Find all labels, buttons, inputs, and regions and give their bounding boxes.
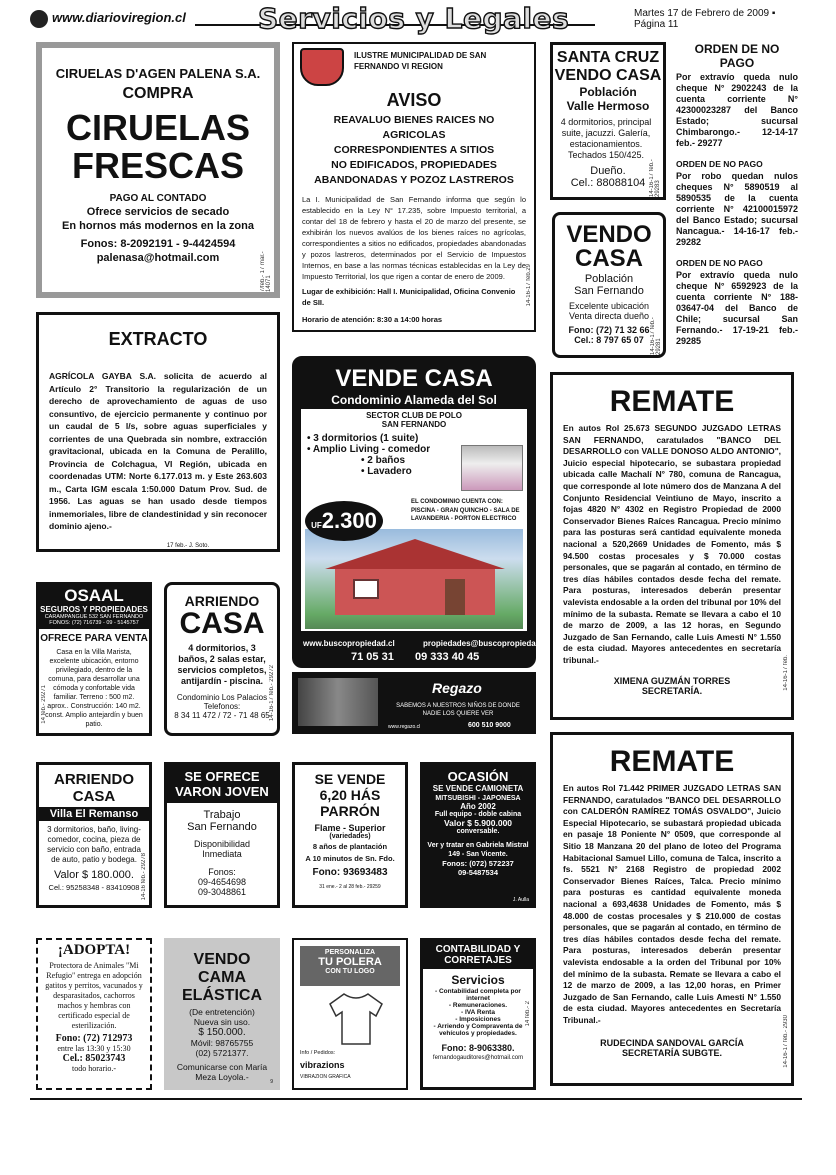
ocasion-code: J. Aulla <box>512 897 529 903</box>
section-title: Servicios y Legales <box>258 2 570 35</box>
varon-n1: 09-4654698 <box>197 877 247 887</box>
adopta-body: Protectora de Animales "Mi Refugio" entrega en adopción gatitos y perritos, vacunados y desparasitados, cachorros machos y hembras con certificado especial de esterilización. <box>45 961 143 1030</box>
osaal-addr: CARAMPANGUE 532 SAN FERNANDO <box>44 614 144 620</box>
arriendocasa1-t2: CASA <box>179 607 265 640</box>
adopta-todo: todo horario.- <box>72 1064 116 1073</box>
parron-l4: A 10 minutos de Sn. Fdo. <box>305 854 395 863</box>
cama-l1: (De entretención) <box>189 1007 255 1017</box>
regazo-phone: 600 510 9000 <box>468 722 511 729</box>
contab-t1: CONTABILIDAD Y <box>435 944 521 955</box>
contab-i1: - Contabilidad completa por internet <box>435 988 521 1002</box>
masthead <box>30 2 808 35</box>
ciruelas-code: 7/feb.- 17 mar.- 14071 <box>260 251 272 292</box>
tshirt-icon <box>326 992 386 1046</box>
ocasion-t10: 09-5487534 <box>457 868 499 877</box>
vendecasa-sub: Condominio Alameda del Sol <box>331 393 497 407</box>
remate1-body: En autos Rol 25.673 SEGUNDO JUZGADO LETRAS SAN FERNANDO, caratulados "BANCO DEL DESARROLLO con VALLE DONOSO ALDO ANTONIO", Juicio especial hipotecario, se subastara propiedad ubicada calle Machalí N° 780, comuna de Rancagua, que corresponde al lote número dos de Manzana A del Conjunto Residencial Veintiuno de Mayo, inscrito a fojas 4820 N° 4302 en Registro Propiedad de 2000 Conservador Bienes Raíces Rancagua. Precio mínimo para las posturas será cantidad equivalente moneda nacional a 520,2669 Unidades de Fomento, más $ 94.500 costas procesales y $ 70.000 costas personales, que se pagarán al contado, en término de tres días hábiles contados desde fecha del remate. Para posturas, interesados deberán presentar valevista endosable a la orden del tribunal por 10% del mínimo de la subasta. Remate se llevara a cabo el 10 de marzo de 2009, a las 12 horas, en Segundo Juzgado de San Fernando, calle Luis Amesti N° 1.550 de esta ciudad. Mayores antecedentes en secretaría tribunal.- <box>563 423 781 665</box>
varon-t2: VARON JOVEN <box>175 784 269 799</box>
orden1-title: ORDEN DE NO PAGO <box>694 42 780 70</box>
osaal-offer: OFRECE PARA VENTA <box>40 633 148 644</box>
ciruelas-fonos: Fonos: 8-2092191 - 9-4424594 <box>80 238 236 250</box>
house-door <box>445 579 465 615</box>
contab-fono: Fono: 8-9063380. <box>441 1043 515 1053</box>
santacruz-ad <box>550 42 666 200</box>
remate1-title: REMATE <box>609 385 735 418</box>
logo-icon <box>30 10 48 28</box>
vendecasa-s2: SAN FERNANDO <box>381 420 447 429</box>
adopta-title: ¡ADOPTA! <box>57 942 131 958</box>
cama-l2: Nueva sin uso. <box>193 1017 251 1027</box>
cama-movil: Móvil: 98765755 <box>190 1038 254 1048</box>
varon-t1: SE OFRECE <box>184 769 260 784</box>
aviso-ad <box>292 42 536 332</box>
ciruelas-line3: En hornos más modernos en la zona <box>62 220 254 232</box>
contab-i2: - Remuneraciones. <box>448 1002 508 1009</box>
house-window <box>353 579 379 599</box>
remate2-sign2: SECRETARÍA SUBGTE. <box>621 1048 722 1059</box>
santacruz-p2: Valle Hermoso <box>566 99 650 113</box>
contab-mail[interactable]: fernandogauditores@hotmail.com <box>432 1055 524 1061</box>
polera-info: Info / Pedidos: <box>300 1050 336 1056</box>
remate2-body: En autos Rol 71.442 PRIMER JUZGADO LETRAS SAN FERNANDO, caratulados "BANCO DEL DESARROLLO con CALDERÓN RAMÍREZ TOMÁS OSVALDO", Juicio Especial Hipotecario, se subastará propiedad ubicada en pasaje 18 Poniente N° 0509, que corresponde al Sitio 18 Manzana 20 del plano de loteo del Programa Habitacional Samuel Lillo, comuna de Talca, inscrito a fs. 5521 N° 2168 Registro de propiedad 2002 Conservador Bienes Raíces, Talca. Precio mínimo para posturas es cantidad equivalente moneda nacional a 693,4638 Unidades de Fomento, más $ 48.000 de costas procesales y $ 210.000 de costas personales, que se pagarán al contado, en término de tres días hábiles contados desde fecha del remate. Para posturas, interesados deberán presentar valevista endosable a la orden del Tribunal por 10% del mínimo de la subasta. Remate se llevara a cabo el 12 de marzo de 2009, a las 12,00 horas, en Primer Juzgado de San Fernando, calle Luis Amesti N° 1.550 de esta ciudad. Mayores antecedentes en Secretaría Tribunal.- <box>563 783 781 1025</box>
arriendocasa2-ad <box>36 762 152 908</box>
aviso-horario: Horario de atención: 8:30 a 14:00 horas <box>302 315 443 324</box>
ocasion-t4: Año 2002 <box>460 802 496 811</box>
parron-l1: Flame - Superior <box>314 823 386 833</box>
ciruelas-compra: COMPRA <box>122 85 194 102</box>
vendocasa-t1: VENDO <box>566 221 652 248</box>
vendecasa-white-panel <box>301 409 527 631</box>
vendocasa-fono: Fono: (72) 71 32 66 <box>568 325 650 335</box>
contab-i4: - Imposiciones <box>455 1016 501 1023</box>
contab-header <box>423 941 533 969</box>
parron-code: 31 ene.- 2 al 28 feb.- 29259 <box>319 884 381 890</box>
parron-t1: SE VENDE <box>314 771 386 787</box>
orden1-body: Por extravío queda nulo cheque N° 2902243 de la cuenta corriente N° 42300023287 del Banco Estado; sucursal Chimbarongo.- 12-14-17 feb.- 29277 <box>676 72 798 148</box>
osaal-fonos: FONOS: (72) 716739 - 09 - 5145757 <box>49 620 139 626</box>
vendecasa-ad <box>292 356 550 668</box>
arriendocasa1-desc: 4 dormitorios, 3 baños, 2 salas estar, servicios completos, antijardín - piscina. <box>177 643 267 686</box>
contab-ad <box>420 938 536 1090</box>
adopta-ad <box>36 938 152 1090</box>
remate2-ad <box>550 732 794 1086</box>
remate1-sign2: SECRETARÍA. <box>641 686 703 697</box>
santacruz-code: 14-16-17 feb.- 29283 <box>649 159 661 197</box>
ocasion-t9: Fonos: (072) 572237 <box>442 859 514 868</box>
parron-l2: (variedades) <box>329 833 371 840</box>
page-number: Página 11 <box>634 19 679 30</box>
orden2-title: ORDEN DE NO PAGO <box>676 159 763 169</box>
ciruelas-big1: CIRUELAS <box>65 107 250 148</box>
remate2-title: REMATE <box>609 745 735 778</box>
cama-l3: Comunicarse con María Meza Loyola.- <box>176 1062 268 1082</box>
santacruz-cel: Cel.: 88088104 <box>570 177 646 189</box>
santacruz-p1: Población <box>579 85 637 99</box>
remate1-code: 14-16-17 feb. <box>783 655 789 691</box>
kitchen-photo <box>461 445 523 491</box>
header-date: Martes 17 de Febrero de 2009 ▪ Página 11 <box>634 8 776 30</box>
aviso-body: La I. Municipalidad de San Fernando informa que según lo establecido en la Ley N° 17.235, sobre Impuesto territorial, a contar del 18 de febrero y hasta el 20 de marzo del presente, se exhibirán los nuevos avalúos de los bienes raíces no agrícolas, correspondientes a sitios no edificados, propiedades abandonadas y pozos lastreros, determinados por el Servicio de Impuestos Internos, en base a las normas técnicas establecidas en la Ley de Impuesto Territorial, los que rigen a contar de enero de 2009. <box>302 195 526 281</box>
vendecasa-amen: PISCINA - GRAN QUINCHO - SALA DE LAVANDERIA - PORTON ELECTRICO <box>411 508 520 522</box>
varon-l2: San Fernando <box>187 821 257 833</box>
bottom-rule <box>30 1098 802 1100</box>
arriendocasa2-t1: ARRIENDO <box>53 771 134 788</box>
santacruz-t1: SANTA CRUZ <box>556 49 660 66</box>
ocasion-t1: OCASIÓN <box>447 769 509 784</box>
parron-t2: 6,20 HÁS <box>319 787 381 803</box>
osaal-body: Casa en la Villa Marista, excelente ubicación, entorno privilegiado, dentro de la comuna, para desarrollar una cómoda y confortable vida familiar. Terreno : 500 m2. aprox.. Construcción: 140 m2. const. Amplio antejardín y buen patio. <box>45 649 143 728</box>
arriendocasa2-desc: 3 dormitorios, baño, living-comedor, cocina, pieza de servicio con baño, entrada de auto, patio y bodega. <box>47 825 141 864</box>
varon-ad <box>164 762 280 908</box>
polera-t3: CON TU LOGO <box>325 968 375 975</box>
cama-ad <box>164 938 280 1090</box>
orden3-title: ORDEN DE NO PAGO <box>676 258 763 268</box>
santacruz-dueno: Dueño. <box>590 165 626 177</box>
ciruelas-company: CIRUELAS D'AGEN PALENA S.A. <box>55 66 261 81</box>
ocasion-t7: conversable. <box>456 828 500 835</box>
aviso-muni: ILUSTRE MUNICIPALIDAD DE SAN FERNANDO VI REGION <box>354 51 487 71</box>
vendocasa-t2: CASA <box>574 245 643 272</box>
vendocasa-l1: Excelente ubicación <box>568 301 650 311</box>
remate2-sign1: RUDECINDA SANDOVAL GARCÍA <box>600 1038 744 1049</box>
parron-ad <box>292 762 408 908</box>
vendecasa-b1: • 3 dormitorios (1 suite) <box>307 433 419 444</box>
vendecasa-tel2: 09 333 40 45 <box>415 651 480 663</box>
ocasion-ad <box>420 762 536 908</box>
vendecasa-s1: SECTOR CLUB DE POLO <box>366 411 462 420</box>
regazo-brand: Regazo <box>432 680 482 696</box>
varon-l4: Inmediata <box>202 849 242 859</box>
osaal-code: 14 feb.- 29271 <box>41 685 47 724</box>
site-url[interactable]: www.diarioviregion.cl <box>52 10 186 25</box>
arriendocasa2-valor: Valor $ 180.000. <box>54 869 134 881</box>
vendocasa-l2: Venta directa dueño <box>568 311 650 321</box>
parron-l3: 8 años de plantación <box>312 842 388 851</box>
ocasion-t3: MITSUBISHI - JAPONESA <box>435 795 521 802</box>
polera-t1: PERSONALIZA <box>324 949 376 956</box>
ocasion-t2: SE VENDE CAMIONETA <box>432 784 524 793</box>
varon-n2: 09-3048861 <box>197 887 247 897</box>
adopta-fono: Fono: (72) 712973 <box>55 1033 133 1044</box>
aviso-h4: ABANDONADAS Y POZOZ LASTREROS <box>314 174 514 186</box>
remate1-sign1: XIMENA GUZMÁN TORRES <box>613 676 731 687</box>
ciruelas-ad <box>36 42 280 298</box>
extracto-ad <box>36 312 280 552</box>
date-text: Martes 17 de Febrero de 2009 <box>634 8 770 19</box>
contab-i3: - IVA Renta <box>461 1009 495 1016</box>
arriendocasa2-villa: Villa El Remanso <box>39 807 149 821</box>
ciruelas-line1: PAGO AL CONTADO <box>109 193 207 204</box>
regazo-web[interactable]: www.regazo.cl <box>388 724 421 730</box>
house-roof <box>325 539 505 569</box>
municipal-crest-icon <box>300 48 344 86</box>
vendecasa-tel1: 71 05 31 <box>351 651 394 663</box>
adopta-cel: Cel.: 85023743 <box>62 1053 126 1064</box>
ciruelas-line2: Ofrece servicios de secado <box>86 206 230 218</box>
osaal-sub: SEGUROS Y PROPIEDADES <box>40 605 148 614</box>
aviso-h1: REAVALUO BIENES RAICES NO AGRICOLAS <box>333 114 495 141</box>
tshirt-svg <box>326 992 386 1046</box>
adopta-hours: entre las 13:30 y 15:30 <box>57 1044 131 1053</box>
polera-t2: TU POLERA <box>318 956 382 968</box>
arriendocasa1-ad <box>164 582 280 736</box>
remate2-code: 14-16-17 feb.- 2930 <box>783 1015 789 1068</box>
vendocasa-code: 14-16-17 feb.- 29281 <box>650 317 662 355</box>
santacruz-desc: 4 dormitorios, principal suite, jacuzzi. Galería, estacionamientos. Techados 150/425. <box>560 117 652 160</box>
vendecasa-b4: • Lavadero <box>361 466 412 477</box>
vendecasa-b3: • 2 baños <box>361 455 406 466</box>
aviso-h3: NO EDIFICADOS, PROPIEDADES <box>331 159 497 171</box>
aviso-title: AVISO <box>386 90 442 110</box>
contab-serv: Servicios <box>451 973 505 987</box>
arriendocasa1-cond: Condominio Los Palacios <box>176 693 268 702</box>
varon-fonos: Fonos: <box>208 867 236 877</box>
ocasion-t5: Full equipo - doble cabina <box>434 811 522 818</box>
arriendocasa2-t2: CASA <box>72 788 116 805</box>
varon-l3: Disponibilidad <box>193 839 251 849</box>
parron-fono: Fono: 93693483 <box>312 867 388 878</box>
extracto-title: EXTRACTO <box>108 329 208 349</box>
arriendocasa1-tel: Telefonos: <box>203 702 241 711</box>
polera-brand: vibrazions <box>300 1060 345 1070</box>
santacruz-t2: VENDO CASA <box>554 67 662 84</box>
vendecasa-b2: • Amplio Living - comedor <box>307 444 431 455</box>
arriendocasa2-cel: Cel.: 95258348 - 83410908 <box>48 883 140 892</box>
remate1-ad <box>550 372 794 720</box>
extracto-foot: 17 feb.- J. Soto. <box>166 542 210 549</box>
arriendocasa1-nums: 8 34 11 472 / 72 - 71 48 65 <box>174 711 270 720</box>
vendecasa-mail[interactable]: propiedades@buscopropiedad.cl <box>423 639 550 648</box>
ocasion-t6: Valor $ 5.900.000 <box>443 818 513 828</box>
regazo-tag: SABEMOS A NUESTROS NIÑOS DE DONDE NADIE LOS QUIERE VER <box>396 703 520 717</box>
cama-code: 9 <box>270 1079 273 1085</box>
varon-l1: Trabajo <box>203 809 241 821</box>
cama-t3: ELÁSTICA <box>182 987 262 1004</box>
varon-header <box>167 765 277 803</box>
house-photo <box>305 529 523 629</box>
vendocasa-p1: Población <box>584 273 634 285</box>
regazo-ad <box>292 672 536 734</box>
ciruelas-email: palenasa@hotmail.com <box>96 252 220 264</box>
child-photo <box>298 678 378 726</box>
vendocasa-cel: Cel.: 8 797 65 07 <box>574 335 644 345</box>
aviso-code: 14-16-17 feb.29 <box>526 264 532 307</box>
cama-t1: VENDO <box>193 951 251 968</box>
ocasion-t8: Ver y tratar en Gabriela Mistral 149 - San Vicente. <box>427 842 529 858</box>
arriendocasa2-code: 14-16 feb.- 29278 <box>141 853 147 901</box>
orden2-body: Por robo quedan nulos cheques N° 5890519 al 5890535 de la cuenta corriente N° 42100015972 del Banco Estado; sucursal Nancagua.- 14-16-17 feb.- 29282 <box>676 171 798 247</box>
aviso-lugar: Lugar de exhibición: Hall I. Municipalidad, Oficina Convenio de SII. <box>302 287 516 307</box>
vendocasa-p2: San Fernando <box>574 285 644 297</box>
parron-t3: PARRÓN <box>320 803 380 819</box>
ordenes-column <box>676 42 798 347</box>
cama-fijo: (02) 5721377. <box>195 1048 249 1058</box>
osaal-header <box>39 585 149 629</box>
cama-price: $ 150.000. <box>198 1027 246 1038</box>
aviso-h2: CORRESPONDIENTES A SITIOS <box>333 144 495 156</box>
vendecasa-title: VENDE CASA <box>335 365 493 392</box>
cama-t2: CAMA <box>198 969 246 986</box>
polera-banner <box>300 946 400 986</box>
polera-ad <box>292 938 408 1090</box>
ciruelas-big2: FRESCAS <box>71 145 245 186</box>
orden3-body: Por extravío queda nulo cheque N° 6592923 de la cuenta corriente N° 188-03647-04 del Banco de Chile; sucursal San Fernando.- 17-19-21 feb.- 29285 <box>676 270 798 346</box>
arriendocasa1-code: 14-16-17 feb.- 29272 <box>269 665 275 722</box>
polera-foot: VIBRAZION GRAFICA <box>300 1074 351 1080</box>
contab-i5: - Arriendo y Compraventa de vehículos y propiedades. <box>433 1023 523 1037</box>
price-uf: UF <box>311 521 322 530</box>
vendecasa-cond: EL CONDOMINIO CUENTA CON: <box>411 499 503 505</box>
price-burst <box>305 501 383 541</box>
vendecasa-web[interactable]: www.buscopropiedad.cl <box>303 639 395 648</box>
vendocasa-ad <box>552 212 666 358</box>
arriendocasa1-t1: ARRIENDO <box>184 593 260 609</box>
extracto-body: AGRÍCOLA GAYBA S.A. solicita de acuerdo al Artículo 2° Transitorio la regularización de un derecho de aprovechamiento de aguas de uso consuntivo, de ejercicio permanente y continuo por un caudal de 5 l/s, sobre aguas superficiales y corrientes de una Quebrada sin nombre, extracción gravitacional, ubicada en la Comuna de Peralillo, Provincia de Colchagua, VI Región, ubicada en coordenadas UTM: Norte 6.177.013 m. y Este 263.603 m., Carta IGM escala 1:50.000 Datum Prov. Sud. de 1956. Las aguas se han usado desde tiempos inmemoriales, libre de clandestinidad y sin reconocer dominio ajeno.- <box>49 371 267 531</box>
price-value: 2.300 <box>321 508 377 533</box>
contab-code: 14 feb.- 2 <box>525 1001 531 1027</box>
contab-t2: CORRETAJES <box>444 955 512 966</box>
osaal-name: OSAAL <box>64 586 124 605</box>
osaal-ad <box>36 582 152 736</box>
